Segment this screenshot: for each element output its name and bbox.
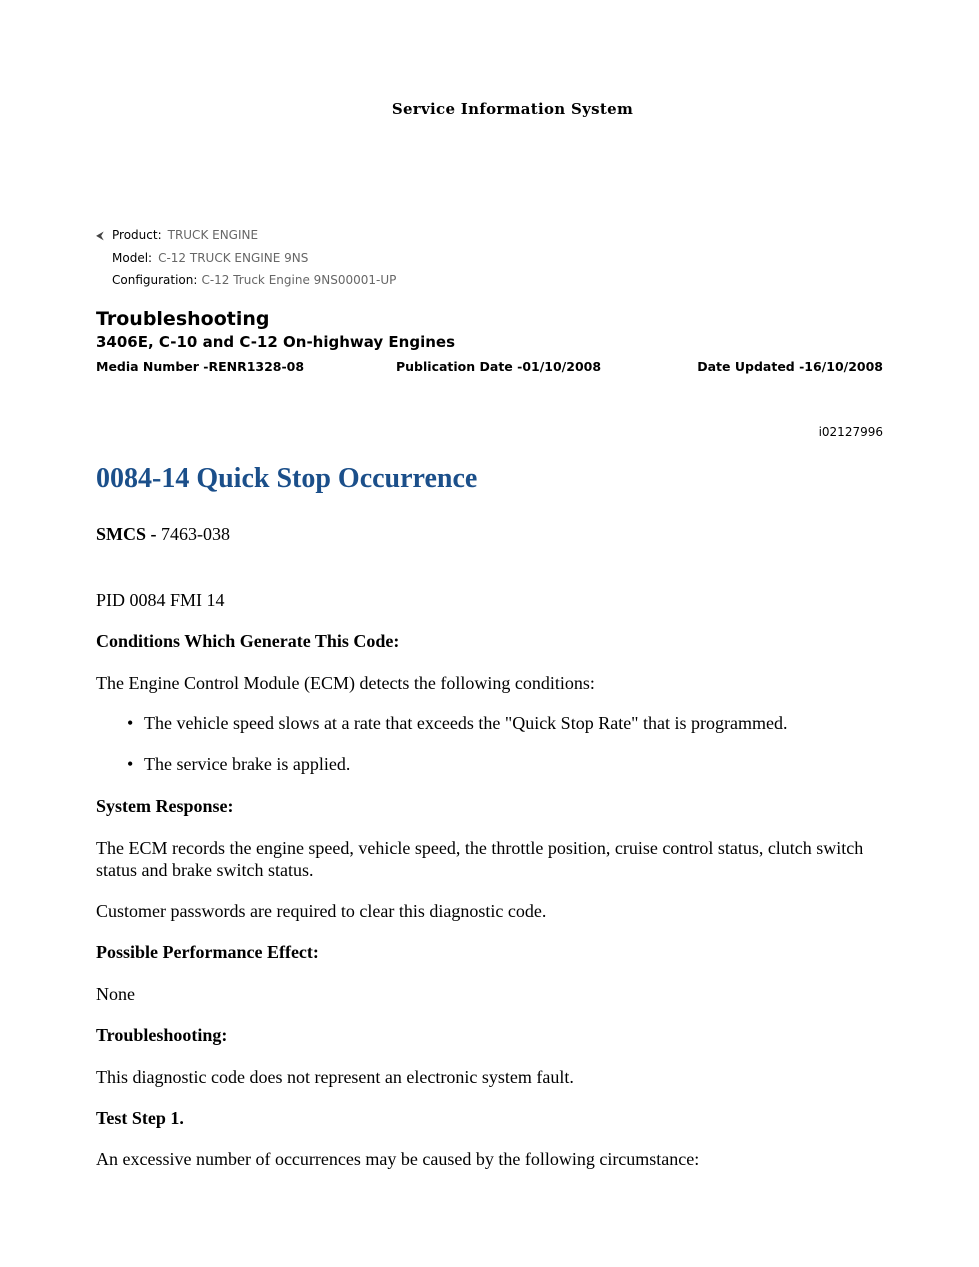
system-response-heading: System Response: [96,796,234,816]
model-row [112,247,396,269]
configuration-label: Configuration: [112,273,198,287]
model-label: Model: [112,251,153,265]
smcs-line [96,523,886,545]
list-item [127,754,350,775]
bullet-icon: • [127,713,134,733]
performance-effect-text: None [96,984,135,1004]
breadcrumb-meta [96,224,396,291]
product-label: Product: [112,228,162,242]
product-value: TRUCK ENGINE [167,228,259,242]
smcs-value: 7463-038 [161,524,231,544]
conditions-heading: Conditions Which Generate This Code: [96,631,400,651]
configuration-row [112,269,396,291]
media-number: Media Number -RENR1328-08 [96,359,305,374]
publication-date: Publication Date -01/10/2008 [396,359,602,374]
test-step-text: An excessive number of occurrences may be caused by the following circumstance: [96,1149,700,1169]
collapse-arrow-icon[interactable]: ⮜ [96,229,104,242]
bullet-text: The vehicle speed slows at a rate that exceeds the "Quick Stop Rate" that is programmed. [144,713,788,733]
configuration-value: C-12 Truck Engine 9NS00001-UP [201,273,397,287]
article-title: 0084-14 Quick Stop Occurrence [96,463,478,494]
passwords-text: Customer passwords are required to clear this diagnostic code. [96,901,547,921]
list-item [127,713,788,734]
date-updated: Date Updated -16/10/2008 [697,359,883,374]
pid-line: PID 0084 FMI 14 [96,590,225,610]
document-subtitle: 3406E, C-10 and C-12 On-highway Engines [96,333,456,351]
bullet-icon: • [127,754,134,774]
system-title [0,100,979,119]
conditions-intro: The Engine Control Module (ECM) detects the following conditions: [96,673,595,693]
system-response-text: The ECM records the engine speed, vehicle speed, the throttle position, cruise control status, clutch switch status and brake switch status. [96,838,864,880]
product-row [96,224,396,247]
smcs-label: SMCS - [96,524,162,544]
performance-effect-heading: Possible Performance Effect: [96,942,319,962]
system-title-text: Service Information System [391,100,634,118]
model-value: C-12 TRUCK ENGINE 9NS [158,251,309,265]
document-id: i02127996 [818,425,883,439]
bullet-text: The service brake is applied. [144,754,351,774]
document-title: Troubleshooting [96,308,270,330]
troubleshooting-heading: Troubleshooting: [96,1025,228,1045]
test-step-heading: Test Step 1. [96,1108,184,1128]
troubleshooting-text: This diagnostic code does not represent an electronic system fault. [96,1067,574,1087]
